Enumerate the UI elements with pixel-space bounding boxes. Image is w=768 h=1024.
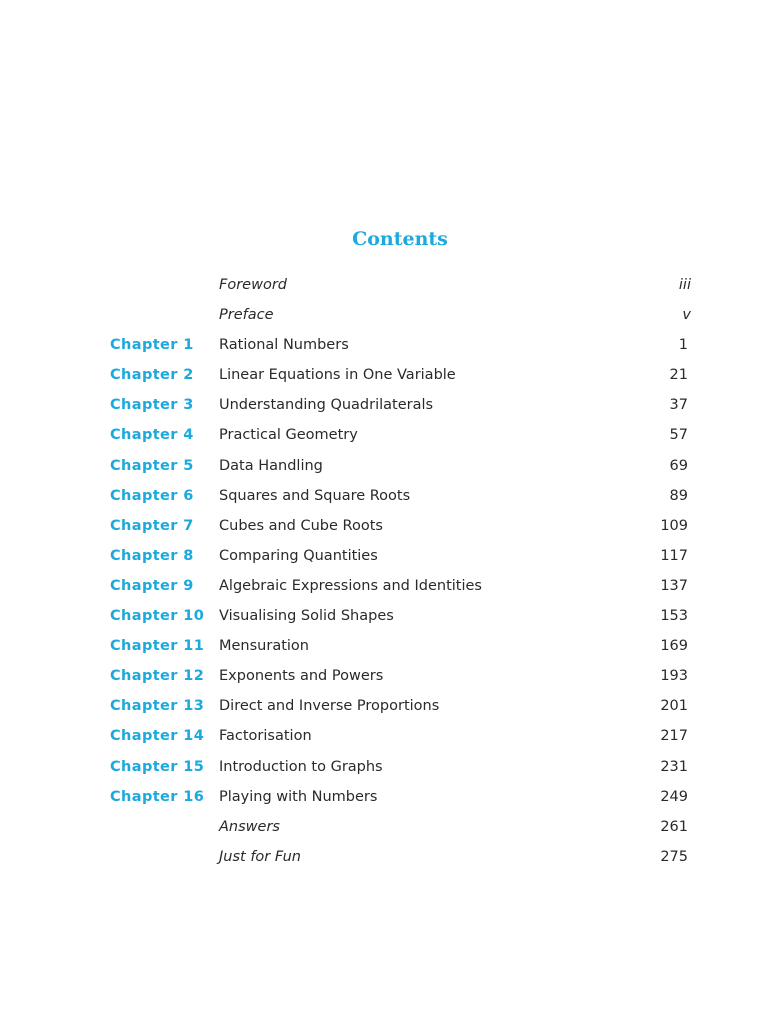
- entry-title[interactable]: Visualising Solid Shapes: [219, 608, 394, 625]
- chapter-label: Chapter 5: [110, 457, 194, 474]
- page-number: 37: [669, 397, 688, 414]
- chapter-label: Chapter 15: [110, 758, 205, 775]
- toc-row[interactable]: [0, 541, 768, 571]
- page-number: 137: [660, 577, 688, 594]
- entry-title[interactable]: Direct and Inverse Proportions: [219, 698, 440, 715]
- chapter-label: Chapter 13: [110, 698, 205, 715]
- page-number: 21: [669, 367, 688, 384]
- toc-row[interactable]: [0, 691, 768, 721]
- chapter-label: Chapter 8: [110, 547, 194, 564]
- page-number: 89: [669, 487, 688, 504]
- toc-row[interactable]: [0, 420, 768, 450]
- toc-row[interactable]: [0, 451, 768, 481]
- page-number: 201: [660, 698, 688, 715]
- page-number: v: [682, 307, 691, 324]
- toc-row[interactable]: [0, 721, 768, 751]
- toc-row[interactable]: [0, 300, 768, 330]
- chapter-label: Chapter 10: [110, 608, 205, 625]
- page-number: 1: [678, 337, 688, 354]
- entry-title[interactable]: Foreword: [219, 277, 287, 293]
- page-title: Contents: [352, 228, 448, 250]
- toc-row[interactable]: [0, 842, 768, 872]
- entry-title[interactable]: Linear Equations in One Variable: [219, 367, 456, 384]
- toc-row[interactable]: [0, 571, 768, 601]
- entry-title[interactable]: Answers: [219, 818, 280, 835]
- page-number: 193: [660, 668, 688, 685]
- entry-title[interactable]: Playing with Numbers: [219, 788, 378, 805]
- chapter-label: Chapter 3: [110, 397, 194, 414]
- entry-title[interactable]: Cubes and Cube Roots: [219, 517, 383, 534]
- entry-title[interactable]: Rational Numbers: [219, 337, 349, 354]
- page-number: 217: [660, 728, 688, 745]
- chapter-label: Chapter 9: [110, 577, 194, 594]
- entry-title[interactable]: Understanding Quadrilaterals: [219, 397, 434, 414]
- chapter-label: Chapter 6: [110, 487, 194, 504]
- toc-row[interactable]: [0, 511, 768, 541]
- toc-row[interactable]: [0, 631, 768, 661]
- toc-row[interactable]: [0, 752, 768, 782]
- toc-row[interactable]: [0, 812, 768, 842]
- page-number: 249: [660, 788, 688, 805]
- entry-title[interactable]: Introduction to Graphs: [219, 758, 383, 775]
- chapter-label: Chapter 14: [110, 728, 205, 745]
- chapter-label: Chapter 11: [110, 638, 205, 655]
- entry-title[interactable]: Mensuration: [219, 638, 309, 655]
- chapter-label: Chapter 16: [110, 788, 205, 805]
- toc-row[interactable]: [0, 270, 768, 300]
- toc-row[interactable]: [0, 360, 768, 390]
- toc-row[interactable]: [0, 601, 768, 631]
- entry-title[interactable]: Algebraic Expressions and Identities: [219, 577, 482, 594]
- entry-title[interactable]: Data Handling: [219, 457, 323, 474]
- entry-title[interactable]: Squares and Square Roots: [219, 487, 411, 504]
- table-of-contents: [0, 270, 768, 872]
- chapter-label: Chapter 12: [110, 668, 205, 685]
- entry-title[interactable]: Preface: [219, 307, 274, 324]
- chapter-label: Chapter 4: [110, 427, 194, 444]
- entry-title[interactable]: Just for Fun: [219, 848, 301, 865]
- entry-title[interactable]: Practical Geometry: [219, 427, 358, 444]
- toc-row[interactable]: [0, 661, 768, 691]
- page-number: iii: [678, 277, 691, 293]
- page-number: 169: [660, 638, 688, 655]
- chapter-label: Chapter 1: [110, 337, 194, 354]
- page-number: 261: [660, 818, 688, 835]
- chapter-label: Chapter 7: [110, 517, 194, 534]
- page-number: 117: [660, 547, 688, 564]
- entry-title[interactable]: Comparing Quantities: [219, 547, 378, 564]
- page-number: 69: [669, 457, 688, 474]
- page-number: 57: [669, 427, 688, 444]
- toc-row[interactable]: [0, 390, 768, 420]
- toc-row[interactable]: [0, 481, 768, 511]
- toc-row[interactable]: [0, 782, 768, 812]
- toc-row[interactable]: [0, 330, 768, 360]
- page-number: 153: [660, 608, 688, 625]
- entry-title[interactable]: Exponents and Powers: [219, 668, 384, 685]
- page-number: 275: [660, 848, 688, 865]
- page-number: 109: [660, 517, 688, 534]
- entry-title[interactable]: Factorisation: [219, 728, 312, 745]
- chapter-label: Chapter 2: [110, 367, 194, 384]
- page-number: 231: [660, 758, 688, 775]
